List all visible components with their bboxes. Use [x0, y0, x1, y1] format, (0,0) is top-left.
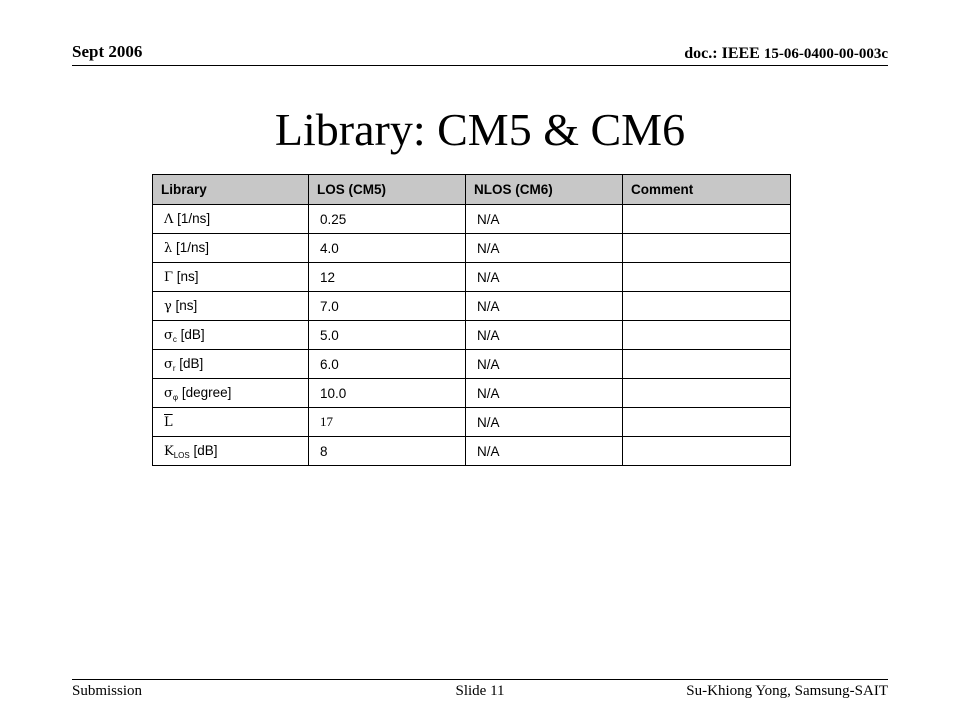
- nlos-value-cell: N/A: [466, 408, 623, 437]
- comment-cell: [623, 437, 791, 466]
- nlos-value-cell: N/A: [466, 379, 623, 408]
- comment-cell: [623, 379, 791, 408]
- los-value-cell: 7.0: [309, 292, 466, 321]
- parameter-unit: [dB]: [175, 355, 204, 371]
- los-value-cell: 4.0: [309, 234, 466, 263]
- nlos-value-cell: N/A: [466, 292, 623, 321]
- table-row: [153, 437, 791, 466]
- comment-cell: [623, 263, 791, 292]
- table-row: [153, 379, 791, 408]
- doc-prefix: doc.: IEEE: [684, 45, 764, 62]
- parameter-symbol: λ: [164, 240, 173, 256]
- parameter-cell: [153, 437, 309, 466]
- parameter-unit: [ns]: [171, 297, 198, 313]
- table-row: [153, 350, 791, 379]
- comment-cell: [623, 321, 791, 350]
- footer-rule: [72, 679, 888, 680]
- table-row: [153, 234, 791, 263]
- column-header-nlos: NLOS (CM6): [466, 175, 623, 205]
- parameter-cell: [153, 379, 309, 408]
- nlos-value-cell: N/A: [466, 205, 623, 234]
- table-row: [153, 205, 791, 234]
- los-value-cell: 17: [309, 408, 466, 437]
- header-doc-id: [684, 45, 888, 63]
- comment-cell: [623, 205, 791, 234]
- parameter-symbol: Λ: [164, 211, 174, 227]
- parameter-cell: [153, 205, 309, 234]
- parameter-cell: [153, 408, 309, 437]
- los-value-cell: 6.0: [309, 350, 466, 379]
- footer-author: Su-Khiong Yong, Samsung-SAIT: [686, 683, 888, 699]
- parameter-subscript: r: [172, 363, 176, 373]
- header-rule: [72, 65, 888, 66]
- parameter-unit: [dB]: [189, 442, 218, 458]
- parameter-subscript: c: [172, 334, 177, 344]
- column-header-library: Library: [153, 175, 309, 205]
- footer-slide-number: Slide 11: [455, 683, 505, 699]
- nlos-value-cell: N/A: [466, 437, 623, 466]
- parameter-cell: [153, 321, 309, 350]
- parameter-cell: [153, 263, 309, 292]
- nlos-value-cell: N/A: [466, 263, 623, 292]
- los-value-cell: 0.25: [309, 205, 466, 234]
- parameter-unit: [1/ns]: [172, 239, 210, 255]
- table-body: [153, 205, 791, 466]
- comment-cell: [623, 234, 791, 263]
- header-date: Sept 2006: [72, 42, 143, 61]
- parameter-symbol: σ: [164, 356, 173, 372]
- nlos-value-cell: N/A: [466, 350, 623, 379]
- los-value-cell: 12: [309, 263, 466, 292]
- nlos-value-cell: N/A: [466, 234, 623, 263]
- parameter-unit: [degree]: [178, 384, 232, 400]
- table-row: [153, 263, 791, 292]
- footer-submission: Submission: [72, 683, 143, 699]
- column-header-comment: Comment: [623, 175, 791, 205]
- comment-cell: [623, 408, 791, 437]
- parameter-symbol: σ: [164, 327, 173, 343]
- table-header-row: [153, 175, 791, 205]
- los-value-cell: 8: [309, 437, 466, 466]
- table-row: [153, 321, 791, 350]
- parameter-symbol: σ: [164, 385, 173, 401]
- los-value-cell: 5.0: [309, 321, 466, 350]
- parameter-symbol: Γ: [164, 269, 174, 285]
- comment-cell: [623, 350, 791, 379]
- parameter-cell: [153, 350, 309, 379]
- parameter-unit: [1/ns]: [173, 210, 211, 226]
- parameter-subscript: LOS: [173, 450, 190, 460]
- column-header-los: LOS (CM5): [309, 175, 466, 205]
- table-row: [153, 408, 791, 437]
- parameter-symbol: $\overline{L}$: [164, 414, 173, 430]
- parameter-cell: [153, 292, 309, 321]
- los-value-cell: 10.0: [309, 379, 466, 408]
- parameter-subscript: φ: [172, 392, 179, 402]
- comment-cell: [623, 292, 791, 321]
- nlos-value-cell: N/A: [466, 321, 623, 350]
- table-row: [153, 292, 791, 321]
- parameter-unit: [ns]: [173, 268, 199, 284]
- slide-title: Library: CM5 & CM6: [274, 104, 686, 155]
- parameter-unit: [dB]: [176, 326, 205, 342]
- parameter-symbol: γ: [164, 298, 172, 314]
- doc-number: 15-06-0400-00-003c: [763, 46, 888, 62]
- parameter-symbol: K: [164, 443, 174, 459]
- library-table: [152, 174, 791, 466]
- parameter-cell: [153, 234, 309, 263]
